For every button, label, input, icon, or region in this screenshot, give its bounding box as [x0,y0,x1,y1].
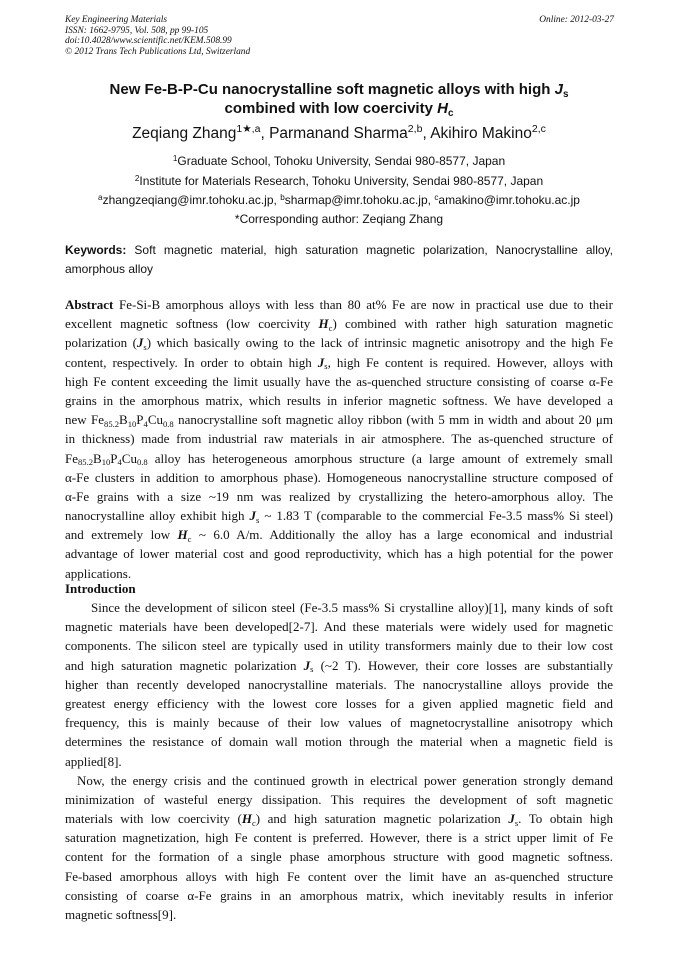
corresponding-author: *Corresponding author: Zeqiang Zhang [234,212,444,226]
abstract: Abstract Fe-Si-B amorphous alloys with less than 80 at% Fe are now in practical use due to their excellent magnetic softness (low coercivity $H_c$) combined with rather high saturation magnetic polarization $(J_s)$ which basically owing to the lack of intrinsic magnetic anisotropy and the high Fe content, respectively. In order to obtain high $J_s$, high Fe content is required. However, alloys with high Fe content exceeding the limit usually have the as-quenched structure consisting of coarse α-Fe grains in the amorphous matrix, which results in inferior magnetic softness. We have developed a new $Fe_{85.2}B_{10}P_4Cu_{0.8}$ nanocrystalline soft magnetic alloy ribbon (with 5 mm in width and about 20 μm in thickness) made from industrial raw materials in air atmosphere. The as-quenched structure of $Fe_{85.2}B_{10}P_4Cu_{0.8}$ alloy has heterogeneous amorphous structure (a large amount of extremely small α-Fe clusters in addition to amorphous phase). Homogeneous nanocrystalline structure composed of α-Fe grains with a size ~19 nm was realized by crystallizing the hetero-amorphous alloy. The nanocrystalline alloy exhibit high $J_s$ ~ 1.83 T (comparable to the commercial Fe-3.5 mass% Si steel) and extremely low $H_c$ ~ 6.0 A/m. Additionally the alloy has a large economical and industrial advantage of lower material cost and good reproductivity, which has a high potential for the power applications. [65,297,613,581]
keywords: Keywords: Soft magnetic material, high saturation magnetic polarization, Nanocrystalline alloy, amorphous alloy [65,243,613,276]
keywords-label: Keywords: [65,243,127,257]
author-emails: $^a$zhangzeqiang@imr.tohoku.ac.jp, $^b$sharmap@imr.tohoku.ac.jp, $^c$amakino@imr.tohoku.ac.jp [98,192,580,207]
journal-copyright: © 2012 Trans Tech Publications Ltd, Switzerland [65,47,251,58]
introduction-body: Since the development of silicon steel (Fe-3.5 mass% Si crystalline alloy)[1], many kinds of soft magnetic materials have been developed[2-7]. And these materials were widely used for magnetic components. The silicon steel are typically used in utility transformers mainly due to their low cost and high saturation magnetic polarization $J_s$ (~2 T). However, their core losses are substantially higher than recently developed nanocrystalline materials. The nanocrystalline alloys provide the greatest energy efficiency with the lowest core losses for a given applied magnetic field and frequency, this is mainly because of their low values of magnetocrystalline anisotropy which determines the resistance of domain wall motion through the material when a magnetic field is applied[8]. Now, the energy crisis and the continued growth in electrical power generation strongly demand minimization of wasteful energy dissipation. This requires the development of soft magnetic materials with low coercivity $(H_c)$ and high saturation magnetic polarization $J_s$. To obtain high saturation magnetization, high Fe content is preferred. However, there is a strict upper limit of Fe content for the formation of a single phase amorphous structure with good magnetic softness. Fe-based amorphous alloys with high Fe content over the limit have an as-quenched structure consisting of coarse α-Fe grains in an amorphous matrix, which inevitably results in inferior magnetic softness[9]. [65,600,614,922]
paper-title: New Fe-B-P-Cu nanocrystalline soft magnetic alloys with high $J_s$ combined with low coercivity $H_c$ [109,81,569,119]
paragraph-1: Since the development of silicon steel (Fe-3.5 mass% Si crystalline alloy)[1], many kinds of soft [91,600,613,615]
online-date: Online: 2012-03-27 [539,15,614,25]
journal-name: Key Engineering Materials [65,15,168,25]
journal-doi[interactable]: doi:10.4028/www.scientific.net/KEM.508.99 [65,36,232,47]
journal-issn: ISSN: 1662-9795, Vol. 508, pp 99-105 [65,25,209,36]
affiliation-2: $^2$Institute for Materials Research, Tohoku University, Sendai 980-8577, Japan [134,173,544,188]
author-list: Zeqiang Zhang$^{1★,a}$, Parmanand Sharma$^{2,b}$, Akihiro Makino$^{2,c}$ [132,123,546,142]
author-name: Zeqiang Zhang [132,125,237,142]
section-heading-introduction: Introduction [65,581,136,596]
author-name: Parmanand Sharma [269,125,408,142]
paragraph-2: Now, the energy crisis and the continued growth in electrical power generation strongly demand [77,772,613,788]
abstract-label: Abstract [65,297,114,312]
affiliation-1: $^1$Graduate School, Tohoku University, Sendai 980-8577, Japan [172,153,506,168]
journal-header [65,15,250,58]
author-name: Akihiro Makino [430,125,532,142]
